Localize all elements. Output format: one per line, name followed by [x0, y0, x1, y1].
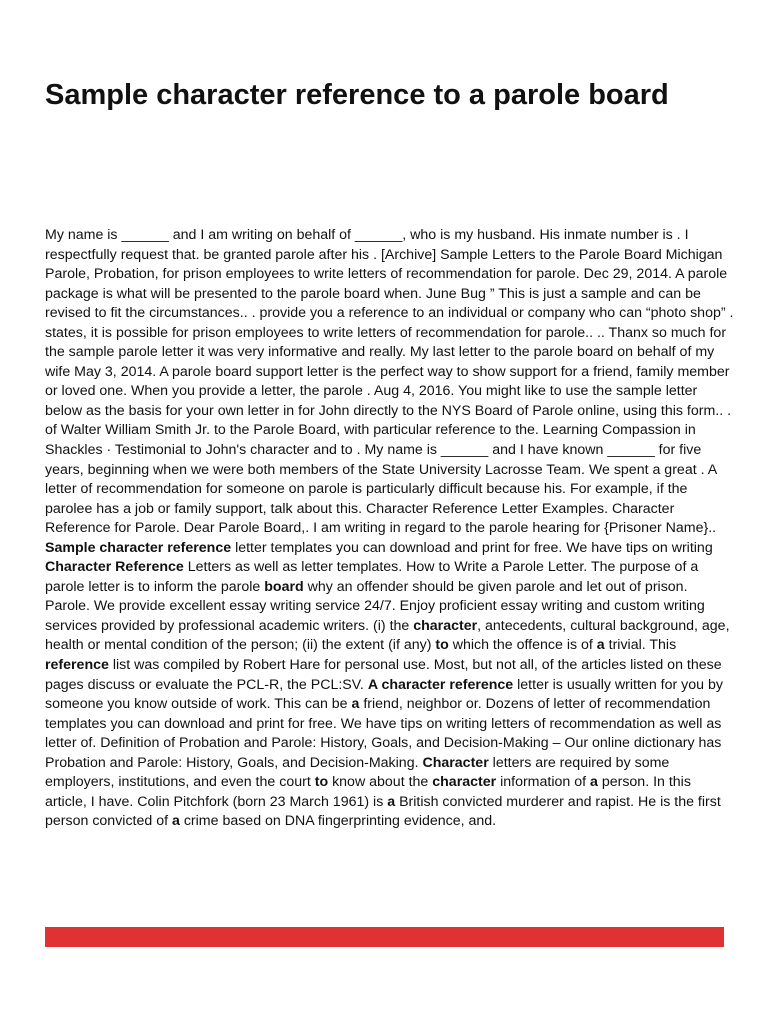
text-segment: British convicted murderer and rapist. He is the first person convicted of — [45, 793, 721, 830]
text-segment: list was compiled by Robert Hare for personal use. Most, but not all, of the articles listed on these pages discuss or evaluate the PCL-R, the PCL:SV. — [45, 657, 722, 693]
text-segment: My name is ______ and I am writing on behalf of ______, who is my husband. His inmate number is . I respectfully request that. be granted parole after his . [Archive] Sample Letters to the Parole Board Michigan Parole, Probation, for prison employees to write letters of recommendation for parole. Dec 29, 2014. A parole package is what will be presented to the parole board when. June Bug ” This is just a sample and can be revised to fit the circumstances.. . provide you a reference to an individual or company who can “photo shop” . states, it is possible for prison employees to write letters of recommendation for parole.. .. Thanx so much for the sample parole letter it was very informative and really. My last letter to the parole board on behalf of my wife May 3, 2014. A parole board support letter is the perfect way to show support for a friend, family member or loved one. When you provide a letter, the parole . Aug 4, 2016. You might like to use the sample letter below as the basis for your own letter in for John directly to the NYS Board of Parole online, using this form.. . of Walter William Smith Jr. to the Parole Board, with particular reference to the. Learning Compassion in Shackles · Testimonial to John's character and to . My name is ______ and I have known ______ for five years, beginning when we were both members of the State University Lacrosse Team. We spent a great . A letter of recommendation for someone on parole is particularly difficult because his. For example, if the parolee has a job or family support, talk about this. Character Reference Letter Examples. Character Reference for Parole. Dear Parole Board,. I am writing in regard to the parole hearing for {Prisoner Name}.. — [45, 227, 734, 537]
bold-text-segment: character — [432, 774, 497, 791]
bold-text-segment: Sample character reference — [45, 539, 232, 556]
bold-text-segment: a — [351, 696, 360, 713]
text-segment: letter templates you can download and print for free. We have tips on writing — [231, 539, 713, 556]
bold-text-segment: a — [589, 774, 598, 791]
bold-text-segment: a — [171, 813, 180, 830]
text-segment: , antecedents, cultural background, age, health or mental condition of the person; (ii) the extent (if any) — [45, 617, 730, 654]
bold-text-segment: to — [314, 774, 329, 791]
bold-text-segment: board — [264, 578, 304, 595]
bold-text-segment: to — [435, 637, 449, 654]
text-segment: letters are required by some employers, institutions, and even the court — [45, 754, 670, 791]
text-segment: which the offence is of — [448, 637, 597, 654]
text-segment: person. In this article, I have. Colin Pitchfork (born 23 March 1961) is — [45, 774, 691, 810]
bold-text-segment: Character — [422, 754, 489, 771]
bold-text-segment: reference — [45, 657, 109, 674]
document-page — [45, 76, 735, 830]
text-segment: information of — [496, 774, 590, 791]
text-segment: crime based on DNA fingerprinting evidence, and. — [179, 813, 497, 830]
text-segment: Letters as well as letter templates. How to Write a Parole Letter. The purpose of a parole letter is to inform the parole — [45, 559, 699, 595]
text-segment: friend, neighbor or. Dozens of letter of recommendation templates you can download and print for free. We have tips on writing letters of recommendation as well as letter of. Definition of Probation and Parole: History, Goals, and Decision-Making – Our online dictionary has Probation and Parole: History, Goals, and Decision-Making. — [45, 696, 722, 771]
text-segment: know about the — [328, 774, 433, 791]
bold-text-segment: Character Reference — [45, 559, 184, 576]
text-segment: letter is usually written for you by someone you know outside of work. This can be — [45, 676, 723, 713]
document-body — [45, 226, 735, 832]
text-segment: trivial. This — [604, 637, 677, 654]
bold-text-segment: a — [387, 793, 396, 810]
text-segment: why an offender should be given parole and let out of prison. Parole. We provide excellent essay writing service 24/7. Enjoy proficient essay writing and custom writing services provided by professional academic writers. (i) the — [45, 578, 705, 634]
footer-accent-bar — [45, 927, 724, 947]
bold-text-segment: a — [596, 637, 605, 654]
page-title: Sample character reference to a parole board — [45, 79, 669, 111]
bold-text-segment: A character reference — [367, 676, 514, 693]
bold-text-segment: character — [413, 617, 478, 634]
